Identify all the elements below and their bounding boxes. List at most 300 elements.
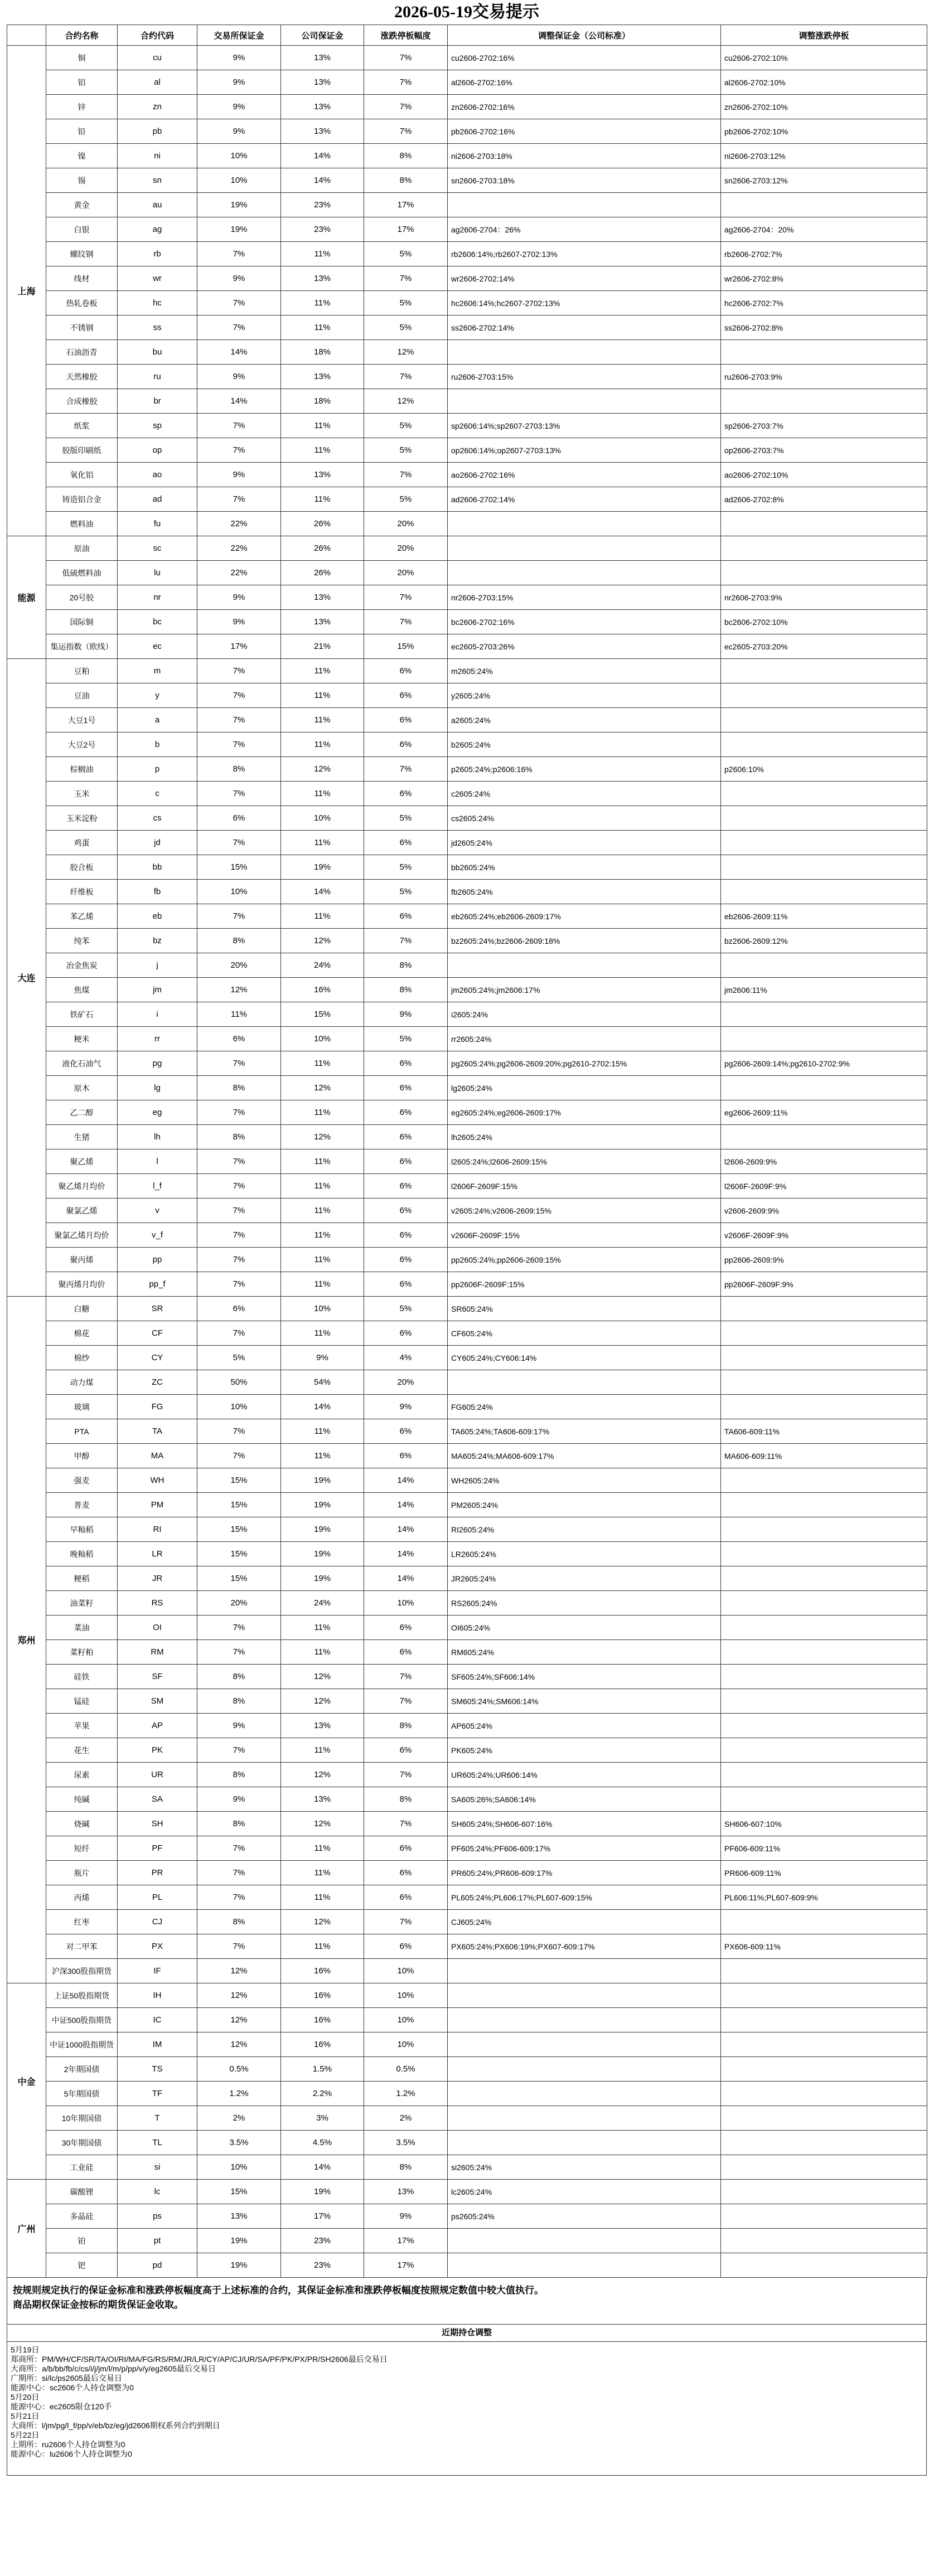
- exchange-margin-cell: 22%: [197, 512, 281, 536]
- contract-name-cell: 豆粕: [46, 659, 118, 683]
- company-margin-cell: 4.5%: [281, 2131, 364, 2155]
- company-margin-cell: 26%: [281, 512, 364, 536]
- contract-name-cell: 油菜籽: [46, 1591, 118, 1616]
- contract-code-cell: wr: [118, 266, 197, 291]
- adjusted-limit-cell: ss2606-2702:8%: [721, 316, 927, 340]
- adjusted-margin-cell: bc2606-2702:16%: [448, 610, 721, 634]
- contract-code-cell: c: [118, 782, 197, 806]
- contract-name-cell: 氧化铝: [46, 463, 118, 487]
- contract-code-cell: eg: [118, 1100, 197, 1125]
- contract-name-cell: 工业硅: [46, 2155, 118, 2180]
- contract-code-cell: PF: [118, 1836, 197, 1861]
- exchange-margin-cell: 50%: [197, 1370, 281, 1395]
- exchange-margin-cell: 15%: [197, 855, 281, 880]
- company-margin-cell: 11%: [281, 1738, 364, 1763]
- adjusted-limit-cell: op2606-2703:7%: [721, 438, 927, 463]
- adjusted-limit-cell: PR606-609:11%: [721, 1861, 927, 1885]
- adjusted-limit-cell: [721, 1297, 927, 1321]
- company-margin-cell: 12%: [281, 1689, 364, 1714]
- adjusted-margin-cell: PX605:24%;PX606:19%;PX607-609:17%: [448, 1934, 721, 1959]
- contract-name-cell: 瓶片: [46, 1861, 118, 1885]
- exchange-margin-cell: 9%: [197, 365, 281, 389]
- contract-name-cell: 镍: [46, 144, 118, 168]
- table-row: [7, 634, 927, 659]
- exchange-margin-cell: 9%: [197, 46, 281, 70]
- price-limit-cell: 0.5%: [364, 2057, 448, 2082]
- exchange-margin-cell: 9%: [197, 95, 281, 119]
- adjusted-margin-cell: m2605:24%: [448, 659, 721, 683]
- price-limit-cell: 5%: [364, 880, 448, 904]
- company-margin-cell: 11%: [281, 1223, 364, 1248]
- exchange-margin-cell: 8%: [197, 1812, 281, 1836]
- contract-code-cell: ni: [118, 144, 197, 168]
- table-row: [7, 2253, 927, 2278]
- company-margin-cell: 11%: [281, 1272, 364, 1297]
- contract-name-cell: 锡: [46, 168, 118, 193]
- contract-code-cell: TA: [118, 1419, 197, 1444]
- table-row: [7, 2229, 927, 2253]
- price-limit-cell: 5%: [364, 316, 448, 340]
- contract-name-cell: 上证50股指期货: [46, 1983, 118, 2008]
- adjusted-margin-cell: eg2605:24%;eg2606-2609:17%: [448, 1100, 721, 1125]
- price-limit-cell: 6%: [364, 1125, 448, 1149]
- adjusted-limit-cell: [721, 1616, 927, 1640]
- contract-name-cell: 集运指数（欧线）: [46, 634, 118, 659]
- contract-code-cell: v: [118, 1199, 197, 1223]
- adjusted-margin-cell: SH605:24%;SH606-607:16%: [448, 1812, 721, 1836]
- exchange-margin-cell: 15%: [197, 1517, 281, 1542]
- price-limit-cell: 9%: [364, 1395, 448, 1419]
- table-row: [7, 953, 927, 978]
- exchange-margin-cell: 7%: [197, 1885, 281, 1910]
- exchange-margin-cell: 12%: [197, 2008, 281, 2032]
- contract-name-cell: 原油: [46, 536, 118, 561]
- table-row: [7, 1125, 927, 1149]
- adjusted-limit-cell: hc2606-2702:7%: [721, 291, 927, 316]
- exchange-margin-cell: 19%: [197, 217, 281, 242]
- company-margin-cell: 11%: [281, 1640, 364, 1665]
- table-row: [7, 365, 927, 389]
- exchange-margin-cell: 7%: [197, 1051, 281, 1076]
- adjusted-margin-cell: [448, 389, 721, 414]
- contract-code-cell: pd: [118, 2253, 197, 2278]
- adjusted-limit-cell: [721, 1738, 927, 1763]
- contract-code-cell: rr: [118, 1027, 197, 1051]
- exchange-margin-cell: 12%: [197, 1983, 281, 2008]
- adjusted-margin-cell: CF605:24%: [448, 1321, 721, 1346]
- recent-position-line: 郑商所：PM/WH/CF/SR/TA/OI/RI/MA/FG/RS/RM/JR/LR/CY/AP/CJ/UR/SA/PF/PK/PX/PR/SH2606最后交易日: [11, 2355, 388, 2364]
- contract-code-cell: bz: [118, 929, 197, 953]
- exchange-margin-cell: 7%: [197, 242, 281, 266]
- exchange-margin-cell: 7%: [197, 659, 281, 683]
- table-row: [7, 1934, 927, 1959]
- contract-code-cell: lg: [118, 1076, 197, 1100]
- adjusted-margin-cell: [448, 2229, 721, 2253]
- adjusted-margin-cell: [448, 2253, 721, 2278]
- adjusted-margin-cell: fb2605:24%: [448, 880, 721, 904]
- table-row: [7, 1444, 927, 1468]
- contract-name-cell: 大豆1号: [46, 708, 118, 732]
- company-margin-cell: 13%: [281, 365, 364, 389]
- contract-name-cell: 纯苯: [46, 929, 118, 953]
- company-margin-cell: 11%: [281, 1100, 364, 1125]
- trading-notice-sheet: [7, 0, 927, 2476]
- adjusted-limit-cell: pg2606-2609:14%;pg2610-2702:9%: [721, 1051, 927, 1076]
- header-exchange-margin: 交易所保证金: [197, 25, 281, 46]
- company-margin-cell: 12%: [281, 1763, 364, 1787]
- price-limit-cell: 7%: [364, 46, 448, 70]
- contract-code-cell: SR: [118, 1297, 197, 1321]
- exchange-cell: 上海: [7, 46, 46, 536]
- table-row: [7, 1027, 927, 1051]
- contract-code-cell: pg: [118, 1051, 197, 1076]
- adjusted-margin-cell: [448, 2131, 721, 2155]
- contract-code-cell: PM: [118, 1493, 197, 1517]
- exchange-margin-cell: 9%: [197, 463, 281, 487]
- company-margin-cell: 13%: [281, 266, 364, 291]
- adjusted-limit-cell: pp2606-2609:9%: [721, 1248, 927, 1272]
- adjusted-limit-cell: [721, 1689, 927, 1714]
- contract-code-cell: CF: [118, 1321, 197, 1346]
- exchange-margin-cell: 7%: [197, 487, 281, 512]
- table-row: [7, 1346, 927, 1370]
- company-margin-cell: 11%: [281, 904, 364, 929]
- table-row: [7, 2032, 927, 2057]
- contract-name-cell: 鸡蛋: [46, 831, 118, 855]
- table-row: [7, 1738, 927, 1763]
- price-limit-cell: 4%: [364, 1346, 448, 1370]
- price-limit-cell: 6%: [364, 732, 448, 757]
- price-limit-cell: 6%: [364, 1223, 448, 1248]
- contract-code-cell: rb: [118, 242, 197, 266]
- contract-name-cell: 中证1000股指期货: [46, 2032, 118, 2057]
- price-limit-cell: 7%: [364, 70, 448, 95]
- company-margin-cell: 24%: [281, 1591, 364, 1616]
- adjusted-limit-cell: [721, 389, 927, 414]
- adjusted-limit-cell: nr2606-2703:9%: [721, 585, 927, 610]
- adjusted-limit-cell: pb2606-2702:10%: [721, 119, 927, 144]
- contract-code-cell: jd: [118, 831, 197, 855]
- exchange-margin-cell: 12%: [197, 978, 281, 1002]
- price-limit-cell: 20%: [364, 512, 448, 536]
- contract-code-cell: LR: [118, 1542, 197, 1566]
- contract-name-cell: 苹果: [46, 1714, 118, 1738]
- contract-code-cell: SA: [118, 1787, 197, 1812]
- contract-code-cell: RS: [118, 1591, 197, 1616]
- contract-code-cell: jm: [118, 978, 197, 1002]
- company-margin-cell: 11%: [281, 708, 364, 732]
- adjusted-margin-cell: rb2606:14%;rb2607-2702:13%: [448, 242, 721, 266]
- contract-code-cell: ad: [118, 487, 197, 512]
- company-margin-cell: 11%: [281, 831, 364, 855]
- contract-name-cell: 铸造铝合金: [46, 487, 118, 512]
- contract-name-cell: 热轧卷板: [46, 291, 118, 316]
- company-margin-cell: 13%: [281, 1787, 364, 1812]
- company-margin-cell: 23%: [281, 2229, 364, 2253]
- contract-name-cell: 国际铜: [46, 610, 118, 634]
- adjusted-margin-cell: [448, 561, 721, 585]
- exchange-margin-cell: 15%: [197, 1566, 281, 1591]
- table-row: [7, 1910, 927, 1934]
- adjusted-limit-cell: [721, 831, 927, 855]
- adjusted-limit-cell: [721, 782, 927, 806]
- exchange-margin-cell: 14%: [197, 340, 281, 365]
- adjusted-margin-cell: eb2605:24%;eb2606-2609:17%: [448, 904, 721, 929]
- price-limit-cell: 8%: [364, 144, 448, 168]
- company-margin-cell: 18%: [281, 340, 364, 365]
- company-margin-cell: 19%: [281, 1493, 364, 1517]
- adjusted-margin-cell: ni2606-2703:18%: [448, 144, 721, 168]
- company-margin-cell: 18%: [281, 389, 364, 414]
- table-row: [7, 1591, 927, 1616]
- exchange-cell: 郑州: [7, 1297, 46, 1983]
- exchange-cell: 大连: [7, 659, 46, 1297]
- adjusted-limit-cell: [721, 2180, 927, 2204]
- contract-code-cell: b: [118, 732, 197, 757]
- contract-code-cell: IM: [118, 2032, 197, 2057]
- price-limit-cell: 5%: [364, 806, 448, 831]
- contract-code-cell: cu: [118, 46, 197, 70]
- company-margin-cell: 13%: [281, 46, 364, 70]
- price-limit-cell: 17%: [364, 2229, 448, 2253]
- adjusted-margin-cell: RS2605:24%: [448, 1591, 721, 1616]
- exchange-margin-cell: 6%: [197, 1297, 281, 1321]
- table-row: [7, 463, 927, 487]
- exchange-margin-cell: 8%: [197, 1665, 281, 1689]
- contract-name-cell: 铝: [46, 70, 118, 95]
- contract-name-cell: 棉花: [46, 1321, 118, 1346]
- company-margin-cell: 23%: [281, 193, 364, 217]
- adjusted-limit-cell: sn2606-2703:12%: [721, 168, 927, 193]
- table-header-row: [7, 25, 927, 46]
- exchange-margin-cell: 7%: [197, 782, 281, 806]
- adjusted-margin-cell: p2605:24%;p2606:16%: [448, 757, 721, 782]
- contract-name-cell: 钯: [46, 2253, 118, 2278]
- price-limit-cell: 10%: [364, 1983, 448, 2008]
- table-row: [7, 1076, 927, 1100]
- exchange-margin-cell: 15%: [197, 1542, 281, 1566]
- table-row: [7, 1051, 927, 1076]
- contract-code-cell: pt: [118, 2229, 197, 2253]
- table-row: [7, 168, 927, 193]
- note-line-1: 按规则规定执行的保证金标准和涨跌停板幅度高于上述标准的合约，其保证金标准和涨跌停板幅度按照规定数值中较大值执行。: [13, 2285, 544, 2296]
- price-limit-cell: 12%: [364, 389, 448, 414]
- table-row: [7, 806, 927, 831]
- adjusted-margin-cell: bz2605:24%;bz2606-2609:18%: [448, 929, 721, 953]
- adjusted-margin-cell: [448, 512, 721, 536]
- price-limit-cell: 6%: [364, 1149, 448, 1174]
- adjusted-margin-cell: MA605:24%;MA606-609:17%: [448, 1444, 721, 1468]
- adjusted-margin-cell: b2605:24%: [448, 732, 721, 757]
- exchange-margin-cell: 7%: [197, 683, 281, 708]
- price-limit-cell: 7%: [364, 1689, 448, 1714]
- company-margin-cell: 14%: [281, 144, 364, 168]
- company-margin-cell: 11%: [281, 1199, 364, 1223]
- exchange-margin-cell: 7%: [197, 1149, 281, 1174]
- contract-name-cell: 豆油: [46, 683, 118, 708]
- table-row: [7, 487, 927, 512]
- price-limit-cell: 1.2%: [364, 2082, 448, 2106]
- table-row: [7, 2204, 927, 2229]
- exchange-margin-cell: 10%: [197, 1395, 281, 1419]
- recent-position-line: 能源中心：lu2606个人持仓调整为0: [11, 2449, 132, 2458]
- recent-position-line: 大商所：l/jm/pg/l_f/pp/v/eb/bz/eg/jd2606期权系列合约到期日: [11, 2421, 220, 2430]
- company-margin-cell: 11%: [281, 291, 364, 316]
- contract-name-cell: 纸浆: [46, 414, 118, 438]
- company-margin-cell: 15%: [281, 1002, 364, 1027]
- price-limit-cell: 7%: [364, 266, 448, 291]
- contract-name-cell: 燃料油: [46, 512, 118, 536]
- adjusted-margin-cell: si2605:24%: [448, 2155, 721, 2180]
- adjusted-limit-cell: eg2606-2609:11%: [721, 1100, 927, 1125]
- table-row: [7, 1665, 927, 1689]
- price-limit-cell: 6%: [364, 1272, 448, 1297]
- price-limit-cell: 20%: [364, 536, 448, 561]
- price-limit-cell: 6%: [364, 1836, 448, 1861]
- exchange-margin-cell: 10%: [197, 880, 281, 904]
- exchange-margin-cell: 9%: [197, 610, 281, 634]
- adjusted-limit-cell: l2606F-2609F:9%: [721, 1174, 927, 1199]
- price-limit-cell: 6%: [364, 1738, 448, 1763]
- exchange-margin-cell: 20%: [197, 953, 281, 978]
- contract-name-cell: 大豆2号: [46, 732, 118, 757]
- price-limit-cell: 6%: [364, 1321, 448, 1346]
- adjusted-margin-cell: lc2605:24%: [448, 2180, 721, 2204]
- adjusted-limit-cell: [721, 340, 927, 365]
- contract-name-cell: 聚氯乙烯: [46, 1199, 118, 1223]
- adjusted-margin-cell: [448, 1959, 721, 1983]
- exchange-margin-cell: 3.5%: [197, 2131, 281, 2155]
- adjusted-limit-cell: ag2606-2704：20%: [721, 217, 927, 242]
- price-limit-cell: 17%: [364, 2253, 448, 2278]
- adjusted-limit-cell: rb2606-2702:7%: [721, 242, 927, 266]
- adjusted-limit-cell: [721, 880, 927, 904]
- price-limit-cell: 6%: [364, 1444, 448, 1468]
- price-limit-cell: 17%: [364, 217, 448, 242]
- table-row: [7, 659, 927, 683]
- contract-code-cell: CJ: [118, 1910, 197, 1934]
- price-limit-cell: 6%: [364, 1076, 448, 1100]
- adjusted-margin-cell: ss2606-2702:14%: [448, 316, 721, 340]
- price-limit-cell: 7%: [364, 365, 448, 389]
- exchange-margin-cell: 7%: [197, 291, 281, 316]
- adjusted-margin-cell: c2605:24%: [448, 782, 721, 806]
- adjusted-margin-cell: [448, 340, 721, 365]
- exchange-margin-cell: 11%: [197, 1002, 281, 1027]
- price-limit-cell: 6%: [364, 1861, 448, 1885]
- exchange-margin-cell: 9%: [197, 1714, 281, 1738]
- exchange-margin-cell: 6%: [197, 1027, 281, 1051]
- company-margin-cell: 14%: [281, 1395, 364, 1419]
- company-margin-cell: 13%: [281, 585, 364, 610]
- table-row: [7, 732, 927, 757]
- table-row: [7, 95, 927, 119]
- adjusted-margin-cell: pp2605:24%;pp2606-2609:15%: [448, 1248, 721, 1272]
- contract-name-cell: 沪深300股指期货: [46, 1959, 118, 1983]
- table-row: [7, 1787, 927, 1812]
- table-row: [7, 855, 927, 880]
- contract-code-cell: FG: [118, 1395, 197, 1419]
- contract-code-cell: SM: [118, 1689, 197, 1714]
- exchange-margin-cell: 7%: [197, 1444, 281, 1468]
- price-limit-cell: 6%: [364, 1051, 448, 1076]
- company-margin-cell: 13%: [281, 95, 364, 119]
- adjusted-limit-cell: [721, 708, 927, 732]
- exchange-margin-cell: 19%: [197, 2253, 281, 2278]
- exchange-margin-cell: 7%: [197, 1738, 281, 1763]
- company-margin-cell: 1.5%: [281, 2057, 364, 2082]
- table-row: [7, 831, 927, 855]
- contract-name-cell: 冶金焦炭: [46, 953, 118, 978]
- exchange-margin-cell: 7%: [197, 1934, 281, 1959]
- exchange-margin-cell: 12%: [197, 2032, 281, 2057]
- contract-name-cell: 动力煤: [46, 1370, 118, 1395]
- recent-position-body: [7, 2342, 927, 2476]
- adjusted-limit-cell: jm2606:11%: [721, 978, 927, 1002]
- table-row: [7, 683, 927, 708]
- adjusted-margin-cell: TA605:24%;TA606-609:17%: [448, 1419, 721, 1444]
- company-margin-cell: 11%: [281, 1934, 364, 1959]
- exchange-margin-cell: 0.5%: [197, 2057, 281, 2082]
- company-margin-cell: 16%: [281, 1959, 364, 1983]
- exchange-margin-cell: 7%: [197, 1321, 281, 1346]
- exchange-margin-cell: 8%: [197, 757, 281, 782]
- contract-code-cell: ZC: [118, 1370, 197, 1395]
- contract-name-cell: 白糖: [46, 1297, 118, 1321]
- exchange-margin-cell: 19%: [197, 193, 281, 217]
- contract-name-cell: 聚丙烯月均价: [46, 1272, 118, 1297]
- adjusted-margin-cell: i2605:24%: [448, 1002, 721, 1027]
- contract-code-cell: a: [118, 708, 197, 732]
- adjusted-limit-cell: [721, 2057, 927, 2082]
- adjusted-limit-cell: [721, 1714, 927, 1738]
- adjusted-limit-cell: bz2606-2609:12%: [721, 929, 927, 953]
- adjusted-margin-cell: a2605:24%: [448, 708, 721, 732]
- price-limit-cell: 5%: [364, 487, 448, 512]
- price-limit-cell: 8%: [364, 1714, 448, 1738]
- contract-name-cell: 花生: [46, 1738, 118, 1763]
- contract-name-cell: 菜籽粕: [46, 1640, 118, 1665]
- adjusted-margin-cell: v2606F-2609F:15%: [448, 1223, 721, 1248]
- price-limit-cell: 14%: [364, 1493, 448, 1517]
- price-limit-cell: 7%: [364, 1763, 448, 1787]
- adjusted-margin-cell: jd2605:24%: [448, 831, 721, 855]
- adjusted-limit-cell: [721, 2082, 927, 2106]
- price-limit-cell: 15%: [364, 634, 448, 659]
- adjusted-limit-cell: [721, 1665, 927, 1689]
- contract-code-cell: eb: [118, 904, 197, 929]
- exchange-margin-cell: 15%: [197, 1468, 281, 1493]
- adjusted-margin-cell: PL605:24%;PL606:17%;PL607-609:15%: [448, 1885, 721, 1910]
- contract-code-cell: bu: [118, 340, 197, 365]
- contract-code-cell: hc: [118, 291, 197, 316]
- contract-name-cell: 5年期国债: [46, 2082, 118, 2106]
- price-limit-cell: 17%: [364, 193, 448, 217]
- adjusted-limit-cell: [721, 1002, 927, 1027]
- company-margin-cell: 11%: [281, 1444, 364, 1468]
- contract-name-cell: 低硫燃料油: [46, 561, 118, 585]
- price-limit-cell: 6%: [364, 683, 448, 708]
- table-row: [7, 561, 927, 585]
- adjusted-limit-cell: [721, 1468, 927, 1493]
- contract-name-cell: 胶合板: [46, 855, 118, 880]
- exchange-margin-cell: 13%: [197, 2204, 281, 2229]
- exchange-margin-cell: 7%: [197, 438, 281, 463]
- company-margin-cell: 24%: [281, 953, 364, 978]
- adjusted-limit-cell: [721, 1517, 927, 1542]
- contract-code-cell: lh: [118, 1125, 197, 1149]
- company-margin-cell: 16%: [281, 1983, 364, 2008]
